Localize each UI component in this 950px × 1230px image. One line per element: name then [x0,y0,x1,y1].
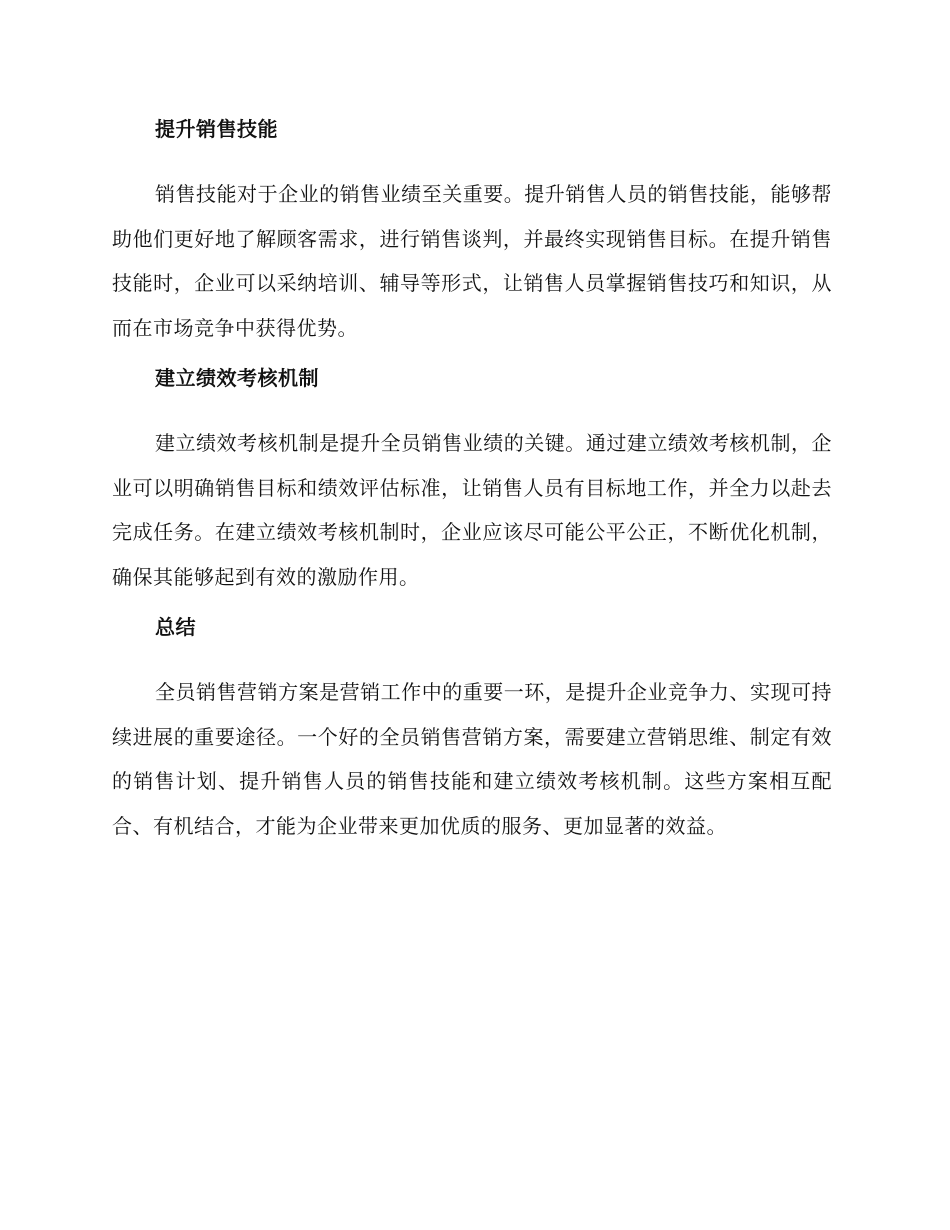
section-heading: 提升销售技能 [155,117,278,141]
section-heading: 总结 [155,615,196,639]
section-heading: 建立绩效考核机制 [155,366,319,390]
section-performance-review [112,363,832,629]
section-paragraph: 销售技能对于企业的销售业绩至关重要。提升销售人员的销售技能，能够帮助他们更好地了解顾客需求，进行销售谈判，并最终实现销售目标。在提升销售技能时，企业可以采纳培训、辅导等形式，让销售人员掌握销售技巧和知识，从而在市场竞争中获得优势。 [112,182,832,341]
section-summary [112,612,832,878]
section-sales-skills [112,114,832,380]
section-paragraph: 全员销售营销方案是营销工作中的重要一环，是提升企业竞争力、实现可持续进展的重要途径。一个好的全员销售营销方案，需要建立营销思维、制定有效的销售计划、提升销售人员的销售技能和建立绩效考核机制。这些方案相互配合、有机结合，才能为企业带来更加优质的服务、更加显著的效益。 [112,680,832,839]
section-paragraph: 建立绩效考核机制是提升全员销售业绩的关键。通过建立绩效考核机制，企业可以明确销售目标和绩效评估标准，让销售人员有目标地工作，并全力以赴去完成任务。在建立绩效考核机制时，企业应该尽可能公平公正，不断优化机制，确保其能够起到有效的激励作用。 [112,431,832,590]
